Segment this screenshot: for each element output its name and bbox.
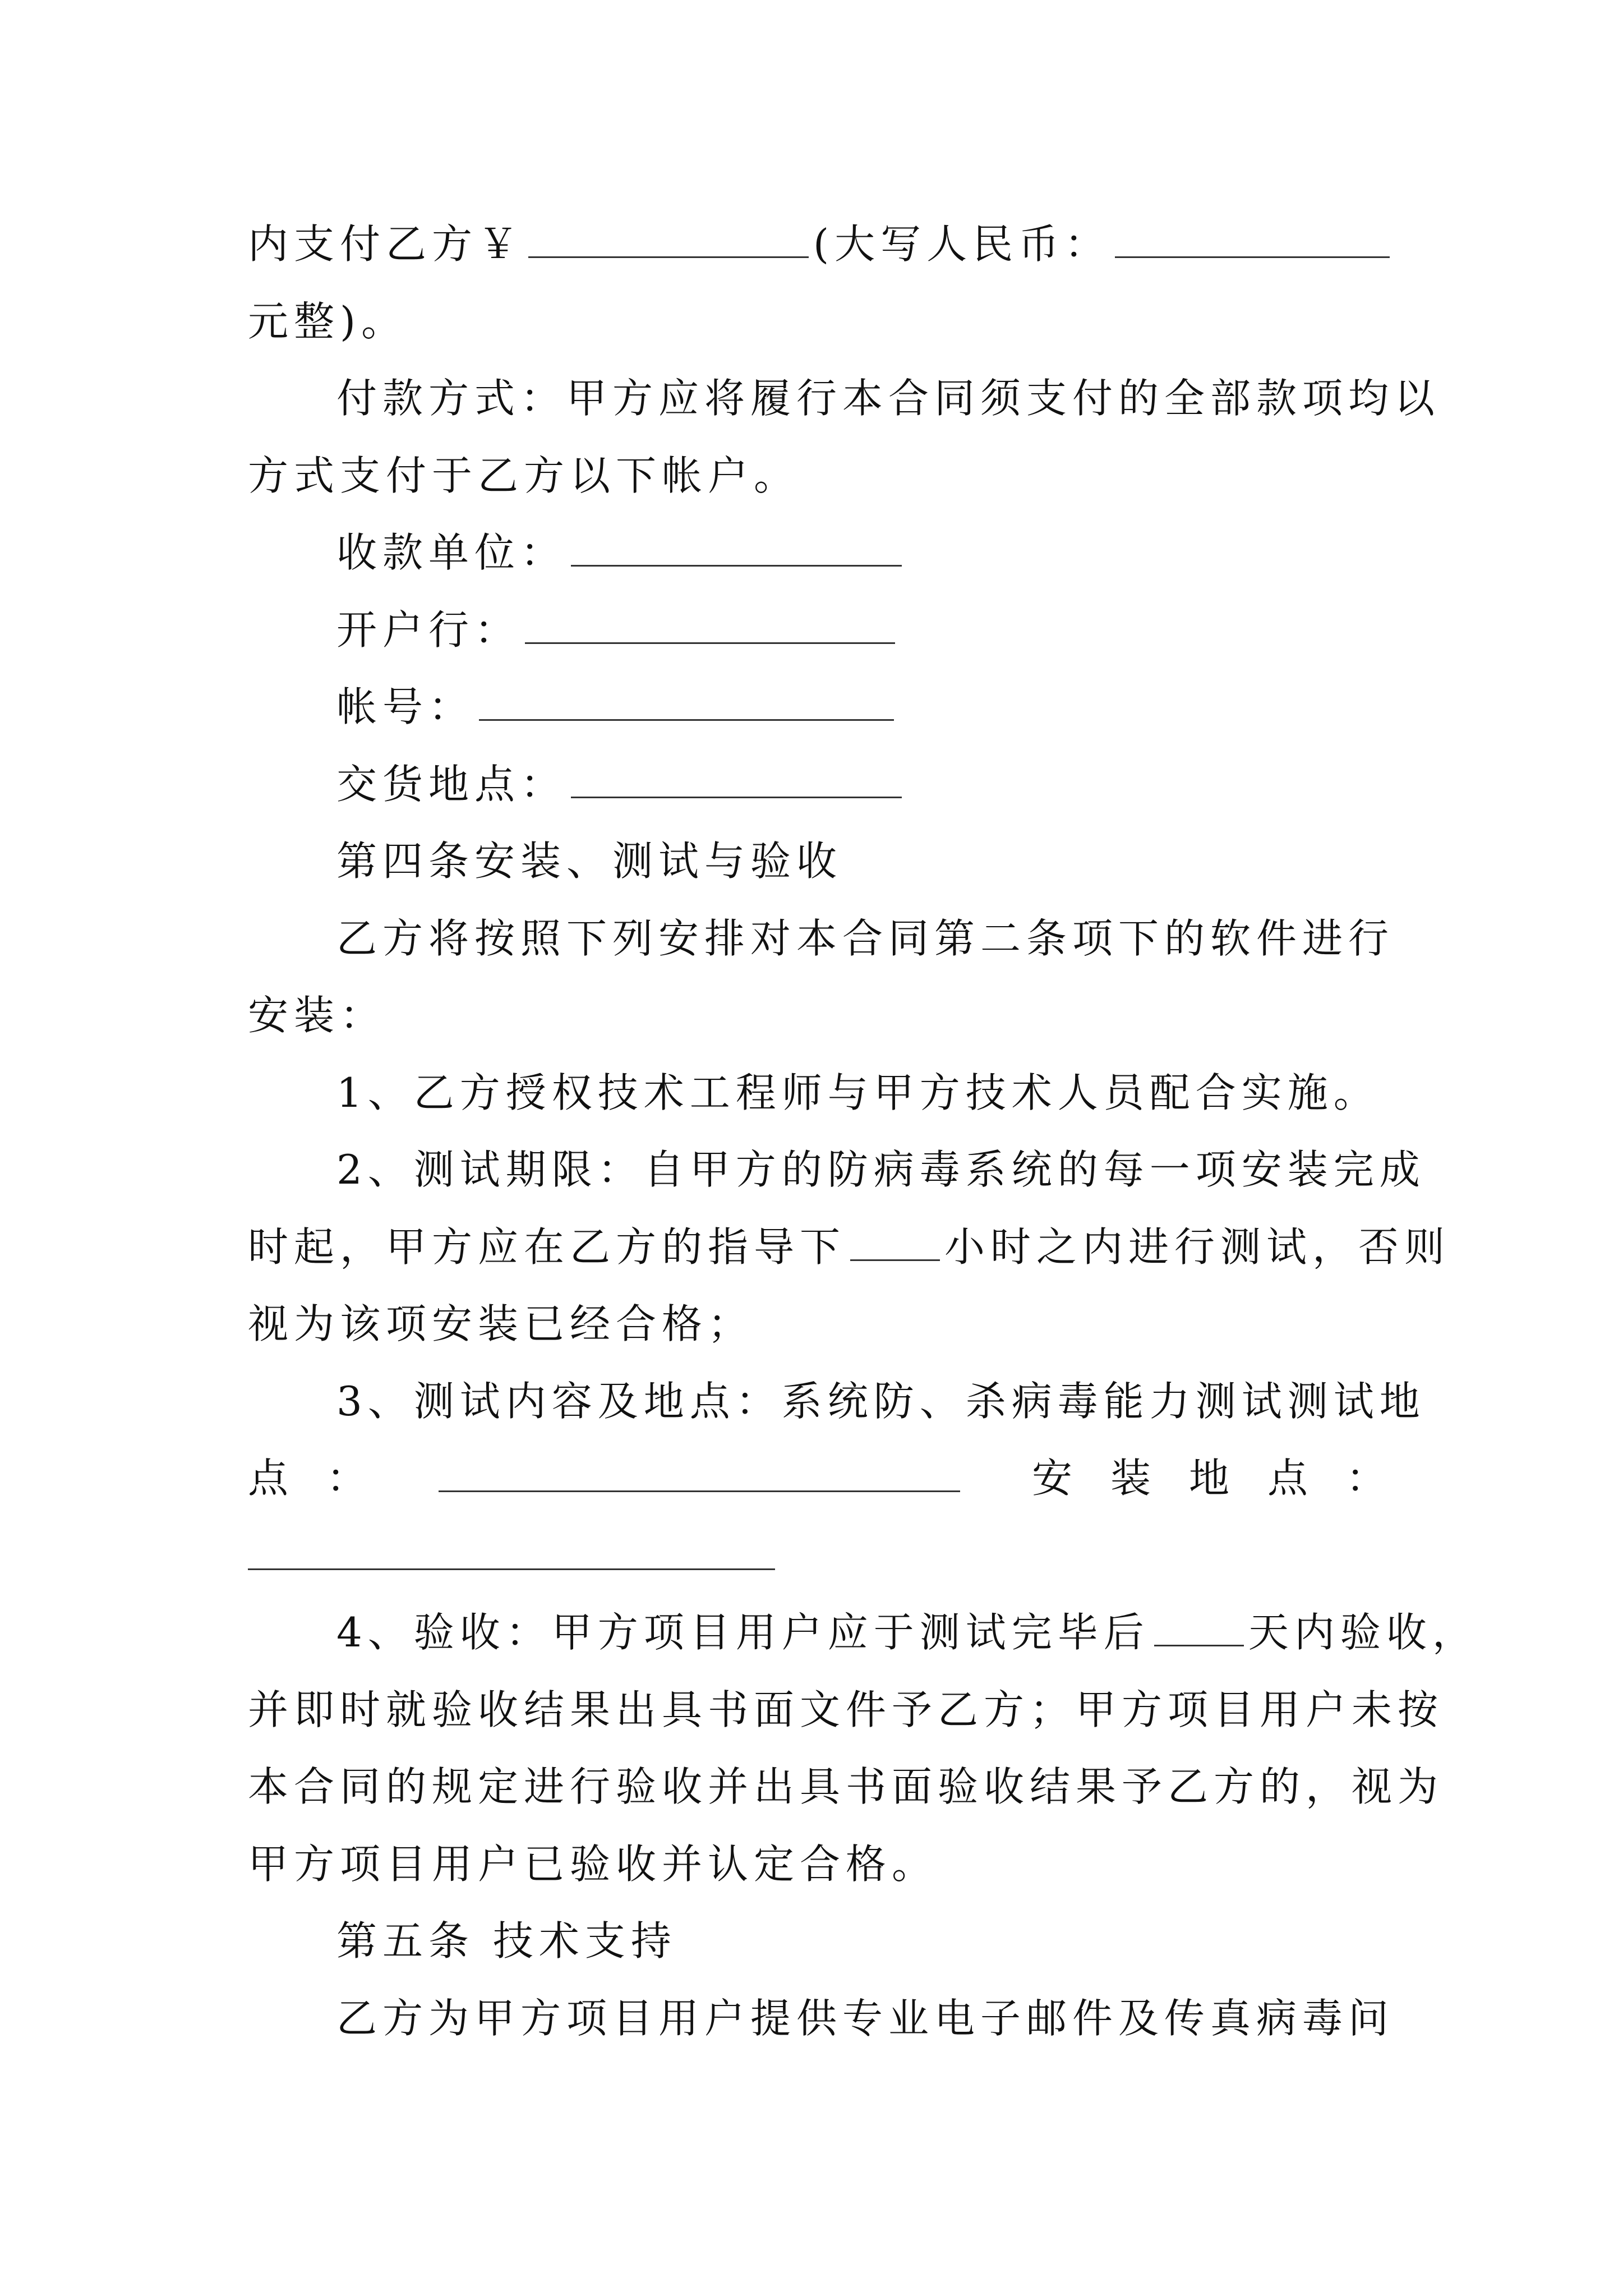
heading-text: 第五条 技术支持 bbox=[336, 1917, 677, 1964]
section-heading bbox=[336, 1910, 1386, 1972]
text-segment: 视为该项安装已经合格； bbox=[248, 1300, 754, 1347]
text-line bbox=[336, 676, 1386, 738]
field-label: 收款单位： bbox=[336, 529, 567, 576]
text-line bbox=[336, 1062, 1386, 1124]
text-segment: 4、验收：甲方项目用户应于测试完毕后 bbox=[336, 1609, 1150, 1656]
fill-blank-install-location bbox=[248, 1566, 775, 1570]
text-segment: 元整)。 bbox=[248, 298, 408, 345]
text-line bbox=[336, 367, 1441, 429]
text-segment: 本合同的规定进行验收并出具书面验收结果予乙方的，视为 bbox=[248, 1763, 1444, 1810]
text-line bbox=[248, 1679, 1444, 1741]
fill-blank-delivery bbox=[571, 756, 902, 798]
fill-blank-days bbox=[1154, 1604, 1244, 1646]
fill-blank-bank bbox=[525, 602, 895, 644]
text-line-justified bbox=[248, 1447, 1386, 1509]
text-segment: 装 bbox=[1110, 1455, 1151, 1502]
text-segment: (大写人民币： bbox=[813, 220, 1111, 268]
text-segment: 地 bbox=[1188, 1455, 1229, 1502]
fill-blank-amount bbox=[528, 216, 809, 258]
text-segment: 乙方为甲方项目用户提供专业电子邮件及传真病毒问 bbox=[336, 1995, 1395, 2042]
text-segment: 2、测试期限：自甲方的防病毒系统的每一项安装完成 bbox=[336, 1146, 1426, 1193]
fill-blank-hours bbox=[850, 1219, 940, 1261]
field-label: 交货地点： bbox=[336, 761, 567, 808]
text-segment: 点 bbox=[248, 1455, 289, 1502]
text-segment: 方式支付于乙方以下帐户。 bbox=[248, 452, 800, 499]
fill-blank-amount-words bbox=[1115, 216, 1390, 258]
text-line bbox=[336, 908, 1395, 969]
text-line bbox=[248, 1833, 1386, 1895]
fill-blank-test-location bbox=[439, 1450, 960, 1492]
text-segment: 甲方项目用户已验收并认定合格。 bbox=[248, 1841, 938, 1888]
text-line bbox=[248, 1216, 1451, 1278]
field-label: 帐号： bbox=[336, 683, 475, 730]
heading-text: 第四条安装、测试与验收 bbox=[336, 838, 843, 885]
text-segment: 时起，甲方应在乙方的指导下 bbox=[248, 1223, 846, 1271]
text-line bbox=[336, 1987, 1395, 2049]
text-line bbox=[336, 522, 1386, 583]
text-line bbox=[336, 753, 1386, 815]
text-line bbox=[336, 1139, 1426, 1200]
text-segment: 并即时就验收结果出具书面文件予乙方；甲方项目用户未按 bbox=[248, 1686, 1444, 1733]
text-line bbox=[248, 1756, 1444, 1818]
text-segment: 乙方将按照下列安排对本合同第二条项下的软件进行 bbox=[336, 915, 1395, 962]
fill-blank-payee bbox=[571, 524, 902, 567]
text-line bbox=[248, 445, 1386, 507]
field-label: 开户行： bbox=[336, 606, 521, 654]
text-line bbox=[248, 213, 1386, 275]
text-segment: 3、测试内容及地点：系统防、杀病毒能力测试测试地 bbox=[336, 1378, 1426, 1425]
text-segment: 安装： bbox=[248, 992, 386, 1039]
text-line bbox=[248, 291, 1386, 352]
section-heading bbox=[336, 830, 1386, 892]
text-segment: 内支付乙方￥ bbox=[248, 220, 524, 268]
text-segment: 1、乙方授权技术工程师与甲方技术人员配合实施。 bbox=[336, 1069, 1380, 1116]
text-line bbox=[336, 1370, 1426, 1432]
text-segment: 小时之内进行测试，否则 bbox=[944, 1223, 1451, 1271]
text-line bbox=[336, 599, 1386, 661]
text-segment: ： bbox=[1345, 1455, 1386, 1502]
fill-blank-account bbox=[479, 679, 894, 721]
text-segment: 付款方式：甲方应将履行本合同须支付的全部款项均以 bbox=[336, 375, 1441, 422]
text-segment: 点 bbox=[1267, 1455, 1308, 1502]
text-segment: 天内验收， bbox=[1248, 1609, 1478, 1656]
text-line bbox=[336, 1602, 1478, 1663]
text-segment: 安 bbox=[1031, 1455, 1072, 1502]
text-segment: ： bbox=[326, 1455, 367, 1502]
text-line bbox=[248, 984, 1386, 1046]
text-line bbox=[248, 1293, 1386, 1355]
